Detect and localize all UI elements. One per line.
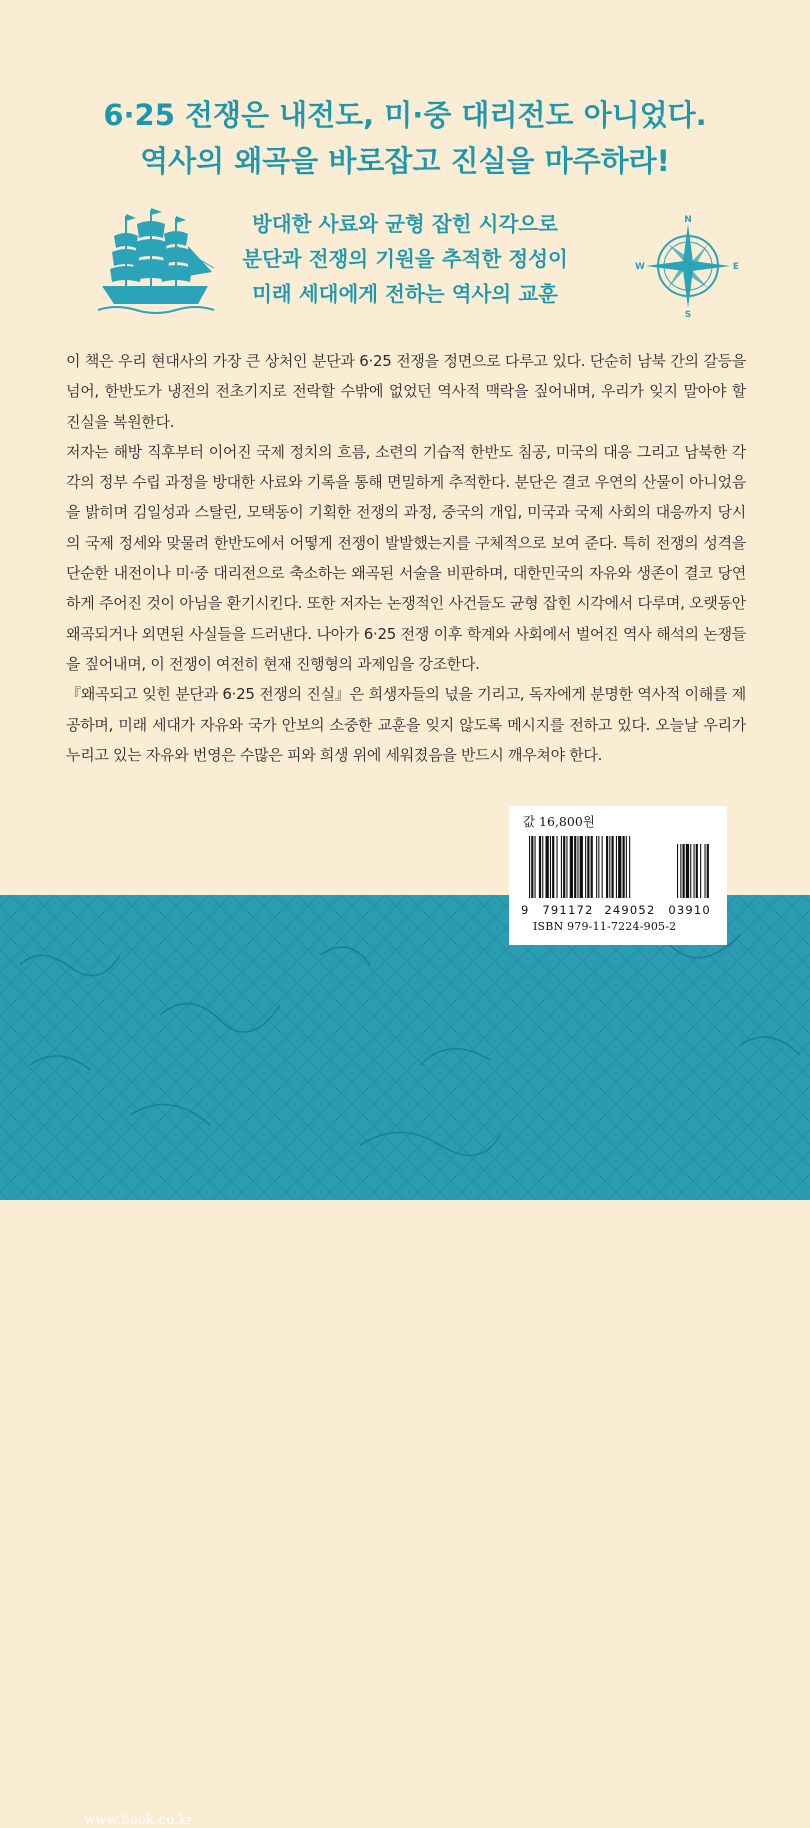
barcode-bar bbox=[550, 836, 551, 898]
publisher-url[interactable]: www.book.co.kr bbox=[84, 1813, 194, 1828]
barcode-addon-bar bbox=[690, 844, 691, 898]
tagline-line-2: 분단과 전쟁의 기원을 추적한 정성이 bbox=[242, 247, 568, 271]
barcode-bar bbox=[609, 836, 610, 898]
barcode-addon-bar bbox=[696, 844, 698, 898]
barcode-prefix: 9 bbox=[521, 903, 530, 917]
barcode-addon-bar bbox=[694, 844, 695, 898]
barcode-addon-bar bbox=[705, 844, 706, 898]
barcode-bar bbox=[539, 836, 541, 898]
barcode-bar bbox=[546, 836, 549, 898]
barcode-bar bbox=[529, 836, 530, 898]
barcode-bar bbox=[585, 836, 586, 898]
description-paragraph-3: 『왜곡되고 잊힌 분단과 6·25 전쟁의 진실』은 희생자들의 넋을 기리고, 독자에게 분명한 역사적 이해를 제공하며, 미래 세대가 자유와 국가 안보의 소중한 교훈을 잊지 않도록 메시지를 전하고 있다. 오늘날 우리가 누리고 있는 자유와 번영은 수많은 피와 희생 위에 세워졌음을 반드시 깨우쳐야 한다. bbox=[66, 685, 746, 764]
barcode-bar bbox=[612, 836, 614, 898]
barcode-bar bbox=[596, 836, 597, 898]
barcode-bar bbox=[542, 836, 543, 898]
barcode-addon-bar bbox=[680, 844, 681, 898]
description-paragraph-1: 이 책은 우리 현대사의 가장 큰 상처인 분단과 6·25 전쟁을 정면으로 다루고 있다. 단순히 남북 간의 갈등을 넘어, 한반도가 냉전의 전초기지로 전락할 수밖에 없었던 역사적 맥락을 짚어내며, 우리가 잊지 말아야 할 진실을 복원한다. bbox=[66, 352, 746, 431]
barcode-addon-bar bbox=[677, 844, 678, 898]
barcode-bar bbox=[580, 836, 583, 898]
barcode-right-digits: 249052 bbox=[604, 903, 656, 917]
barcode-bar bbox=[574, 836, 576, 898]
barcode-bar bbox=[557, 836, 558, 898]
barcode-bar bbox=[623, 836, 625, 898]
barcode-addon-bar bbox=[683, 844, 685, 898]
barcode-bar bbox=[577, 836, 578, 898]
barcode-bar bbox=[618, 836, 621, 898]
compass-s-label: S bbox=[684, 310, 692, 320]
description bbox=[66, 346, 746, 770]
barcode-bar bbox=[626, 836, 627, 898]
barcode-bar bbox=[535, 836, 536, 898]
barcode-bar bbox=[598, 836, 599, 898]
barcode-bar bbox=[566, 836, 567, 898]
barcode-bar bbox=[629, 836, 630, 898]
description-paragraph-2: 저자는 해방 직후부터 이어진 국제 정치의 흐름, 소련의 기습적 한반도 침공, 미국의 대응 그리고 남북한 각각의 정부 수립 과정을 방대한 사료와 기록을 통해 면밀하게 추적한다. 분단은 결코 우연의 산물이 아니었음을 밝히며 김일성과 스탈린, 모택동이 기획한 전쟁의 과정, 중국의 개입, 미국과 국제 사회의 대응까지 당시의 국제 정세와 맞물려 한반도에서 어떻게 전쟁이 발발했는지를 구체적으로 보여 준다. 특히 전쟁의 성격을 단순한 내전이나 미·중 대리전으로 축소하는 왜곡된 서술을 비판하며, 대한민국의 자유와 생존이 결코 당연하게 주어진 것이 아님을 환기시킨다. 또한 저자는 논쟁적인 사건들도 균형 잡힌 시각에서 다루며, 오랫동안 왜곡되거나 외면된 사실들을 드러낸다. 나아가 6·25 전쟁 이후 학계와 사회에서 벌어진 역사 해석의 논쟁들을 짚어내며, 이 전쟁이 여전히 현재 진행형의 과제임을 강조한다. bbox=[66, 442, 746, 673]
barcode-bar bbox=[552, 836, 554, 898]
compass-rose-icon bbox=[636, 214, 740, 318]
barcode-bar bbox=[531, 836, 533, 898]
barcode-bar bbox=[602, 836, 603, 898]
compass-e-label: E bbox=[732, 262, 740, 272]
compass-w-label: W bbox=[635, 262, 645, 272]
tagline-line-1: 방대한 사료와 균형 잡힌 시각으로 bbox=[252, 212, 558, 236]
barcode-left-digits: 791172 bbox=[542, 903, 594, 917]
barcode-addon-bar bbox=[700, 844, 701, 898]
barcode-bar bbox=[563, 836, 565, 898]
headline-line-2: 역사의 왜곡을 바로잡고 진실을 마주하라! bbox=[140, 144, 670, 178]
barcode-addon-digits: 03910 bbox=[668, 903, 711, 917]
barcode-number bbox=[521, 903, 717, 917]
compass-n-label: N bbox=[684, 215, 692, 225]
barcode-bar bbox=[616, 836, 617, 898]
barcode-bar bbox=[570, 836, 573, 898]
isbn-barcode bbox=[529, 836, 719, 902]
tagline-line-3: 미래 세대에게 전하는 역사의 교훈 bbox=[252, 282, 558, 306]
barcode-bar bbox=[561, 836, 562, 898]
barcode-addon-bar bbox=[707, 844, 709, 898]
headline bbox=[0, 92, 810, 184]
barcode-panel bbox=[509, 806, 727, 945]
barcode-bar bbox=[587, 836, 589, 898]
barcode-addon-bar bbox=[686, 844, 689, 898]
barcode-bar bbox=[606, 836, 608, 898]
headline-line-1: 6·25 전쟁은 내전도, 미·중 대리전도 아니었다. bbox=[103, 98, 707, 132]
barcode-bar bbox=[591, 836, 593, 898]
price-label: 값 16,800원 bbox=[523, 814, 595, 829]
isbn-label: ISBN 979-11-7224-905-2 bbox=[533, 920, 677, 933]
